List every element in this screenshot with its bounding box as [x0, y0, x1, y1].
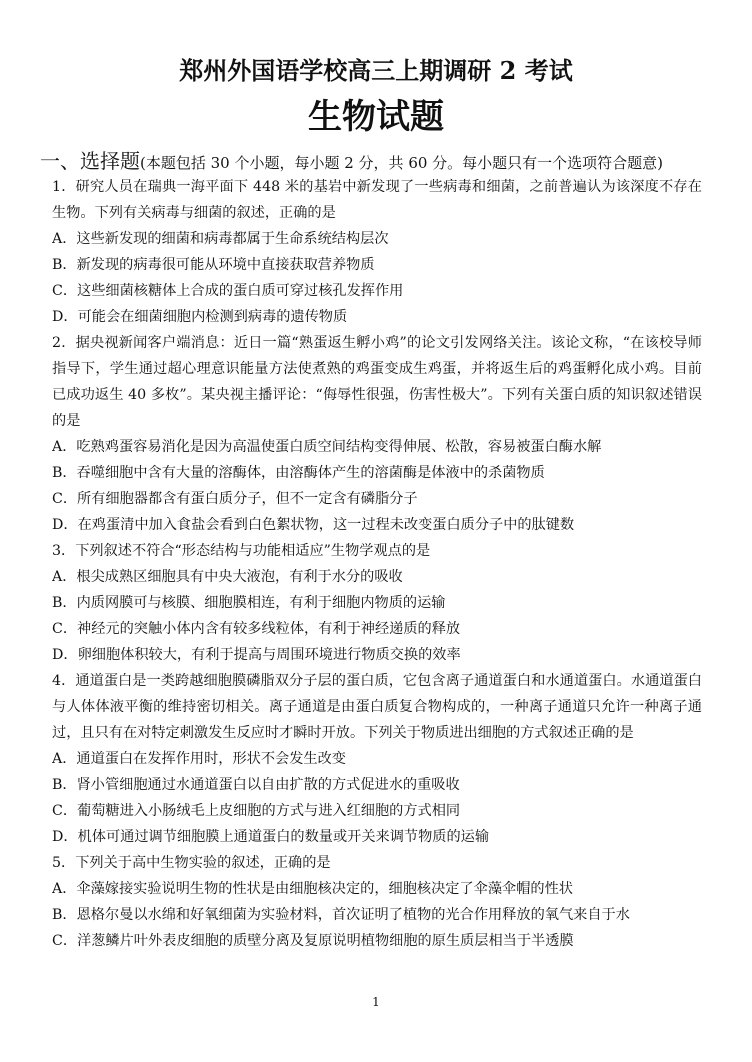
question-stem: 2．据央视新闻客户端消息：近日一篇“熟蛋返生孵小鸡”的论文引发网络关注。该论文称，“在该校导师指导下，学生通过超心理意识能量方法使煮熟的鸡蛋变成生鸡蛋，并将返生后的鸡蛋孵化成小鸡。目前已成功返生 40 多枚”。某央视主播评论：“侮辱性很强，伤害性极大”。下列有关蛋白质的知识叙述错误的是: [52, 335, 702, 429]
option-a: A．吃熟鸡蛋容易消化是因为高温使蛋白质空间结构变得伸展、松散，容易被蛋白酶水解: [52, 439, 602, 455]
question-stem: 1．研究人员在瑞典一海平面下 448 米的基岩中新发现了一些病毒和细菌，之前普遍认为该深度不存在生物。下列有关病毒与细菌的叙述，正确的是: [52, 179, 702, 221]
question: [52, 330, 702, 538]
option-a: A．通道蛋白在发挥作用时，形状不会发生改变: [52, 751, 346, 767]
option-c: C．这些细菌核糖体上合成的蛋白质可穿过核孔发挥作用: [52, 283, 404, 299]
section-title: 一、选择题: [40, 149, 140, 173]
subject-title: 生物试题: [308, 97, 444, 137]
option-b: B．内质网膜可与核膜、细胞膜相连，有利于细胞内物质的运输: [52, 595, 446, 611]
question-list: [52, 174, 702, 954]
question-stem: 5．下列关于高中生物实验的叙述，正确的是: [52, 855, 331, 871]
question: [52, 850, 702, 954]
option-b: B．恩格尔曼以水绵和好氧细菌为实验材料，首次证明了植物的光合作用释放的氧气来自于水: [52, 907, 630, 923]
option-b: B．吞噬细胞中含有大量的溶酶体，由溶酶体产生的溶菌酶是体液中的杀菌物质: [52, 465, 545, 481]
question: [52, 174, 702, 330]
option-a: A．伞藻嫁接实验说明生物的性状是由细胞核决定的，细胞核决定了伞藻伞帽的性状: [52, 881, 573, 897]
option-a: A．这些新发现的细菌和病毒都属于生命系统结构层次: [52, 231, 389, 247]
question-stem: 3．下列叙述不符合“形态结构与功能相适应”生物学观点的是: [52, 543, 431, 559]
section-note: (本题包括 30 个小题，每小题 2 分，共 60 分。每小题只有一个选项符合题意): [140, 154, 664, 172]
option-c: C．洋葱鳞片叶外表皮细胞的质壁分离及复原说明植物细胞的原生质层相当于半透膜: [52, 933, 574, 949]
option-d: D．在鸡蛋清中加入食盐会看到白色絮状物，这一过程未改变蛋白质分子中的肽键数: [52, 517, 575, 533]
question: [52, 538, 702, 668]
question: [52, 668, 702, 850]
option-b: B．肾小管细胞通过水通道蛋白以自由扩散的方式促进水的重吸收: [52, 777, 460, 793]
question-stem: 4．通道蛋白是一类跨越细胞膜磷脂双分子层的蛋白质，它包含离子通道蛋白和水通道蛋白。水通道蛋白与人体体液平衡的维持密切相关。离子通道是由蛋白质复合物构成的，一种离子通道只允许一种离子通过，且只有在对特定刺激发生反应时才瞬时开放。下列关于物质进出细胞的方式叙述正确的是: [52, 673, 702, 741]
option-d: D．卵细胞体积较大，有利于提高与周围环境进行物质交换的效率: [52, 647, 461, 663]
option-c: C．所有细胞器都含有蛋白质分子，但不一定含有磷脂分子: [52, 491, 418, 507]
option-c: C．神经元的突触小体内含有较多线粒体，有利于神经递质的释放: [52, 621, 461, 637]
section-heading: [40, 148, 720, 176]
option-b: B．新发现的病毒很可能从环境中直接获取营养物质: [52, 257, 375, 273]
option-d: D．可能会在细菌细胞内检测到病毒的遗传物质: [52, 309, 348, 325]
page-number: 1: [372, 995, 380, 1009]
option-d: D．机体可通过调节细胞膜上通道蛋白的数量或开关来调节物质的运输: [52, 829, 490, 845]
option-a: A．根尖成熟区细胞具有中央大液泡，有利于水分的吸收: [52, 569, 403, 585]
exam-title: 郑州外国语学校高三上期调研 2 考试: [179, 56, 573, 85]
option-c: C．葡萄糖进入小肠绒毛上皮细胞的方式与进入红细胞的方式相同: [52, 803, 461, 819]
